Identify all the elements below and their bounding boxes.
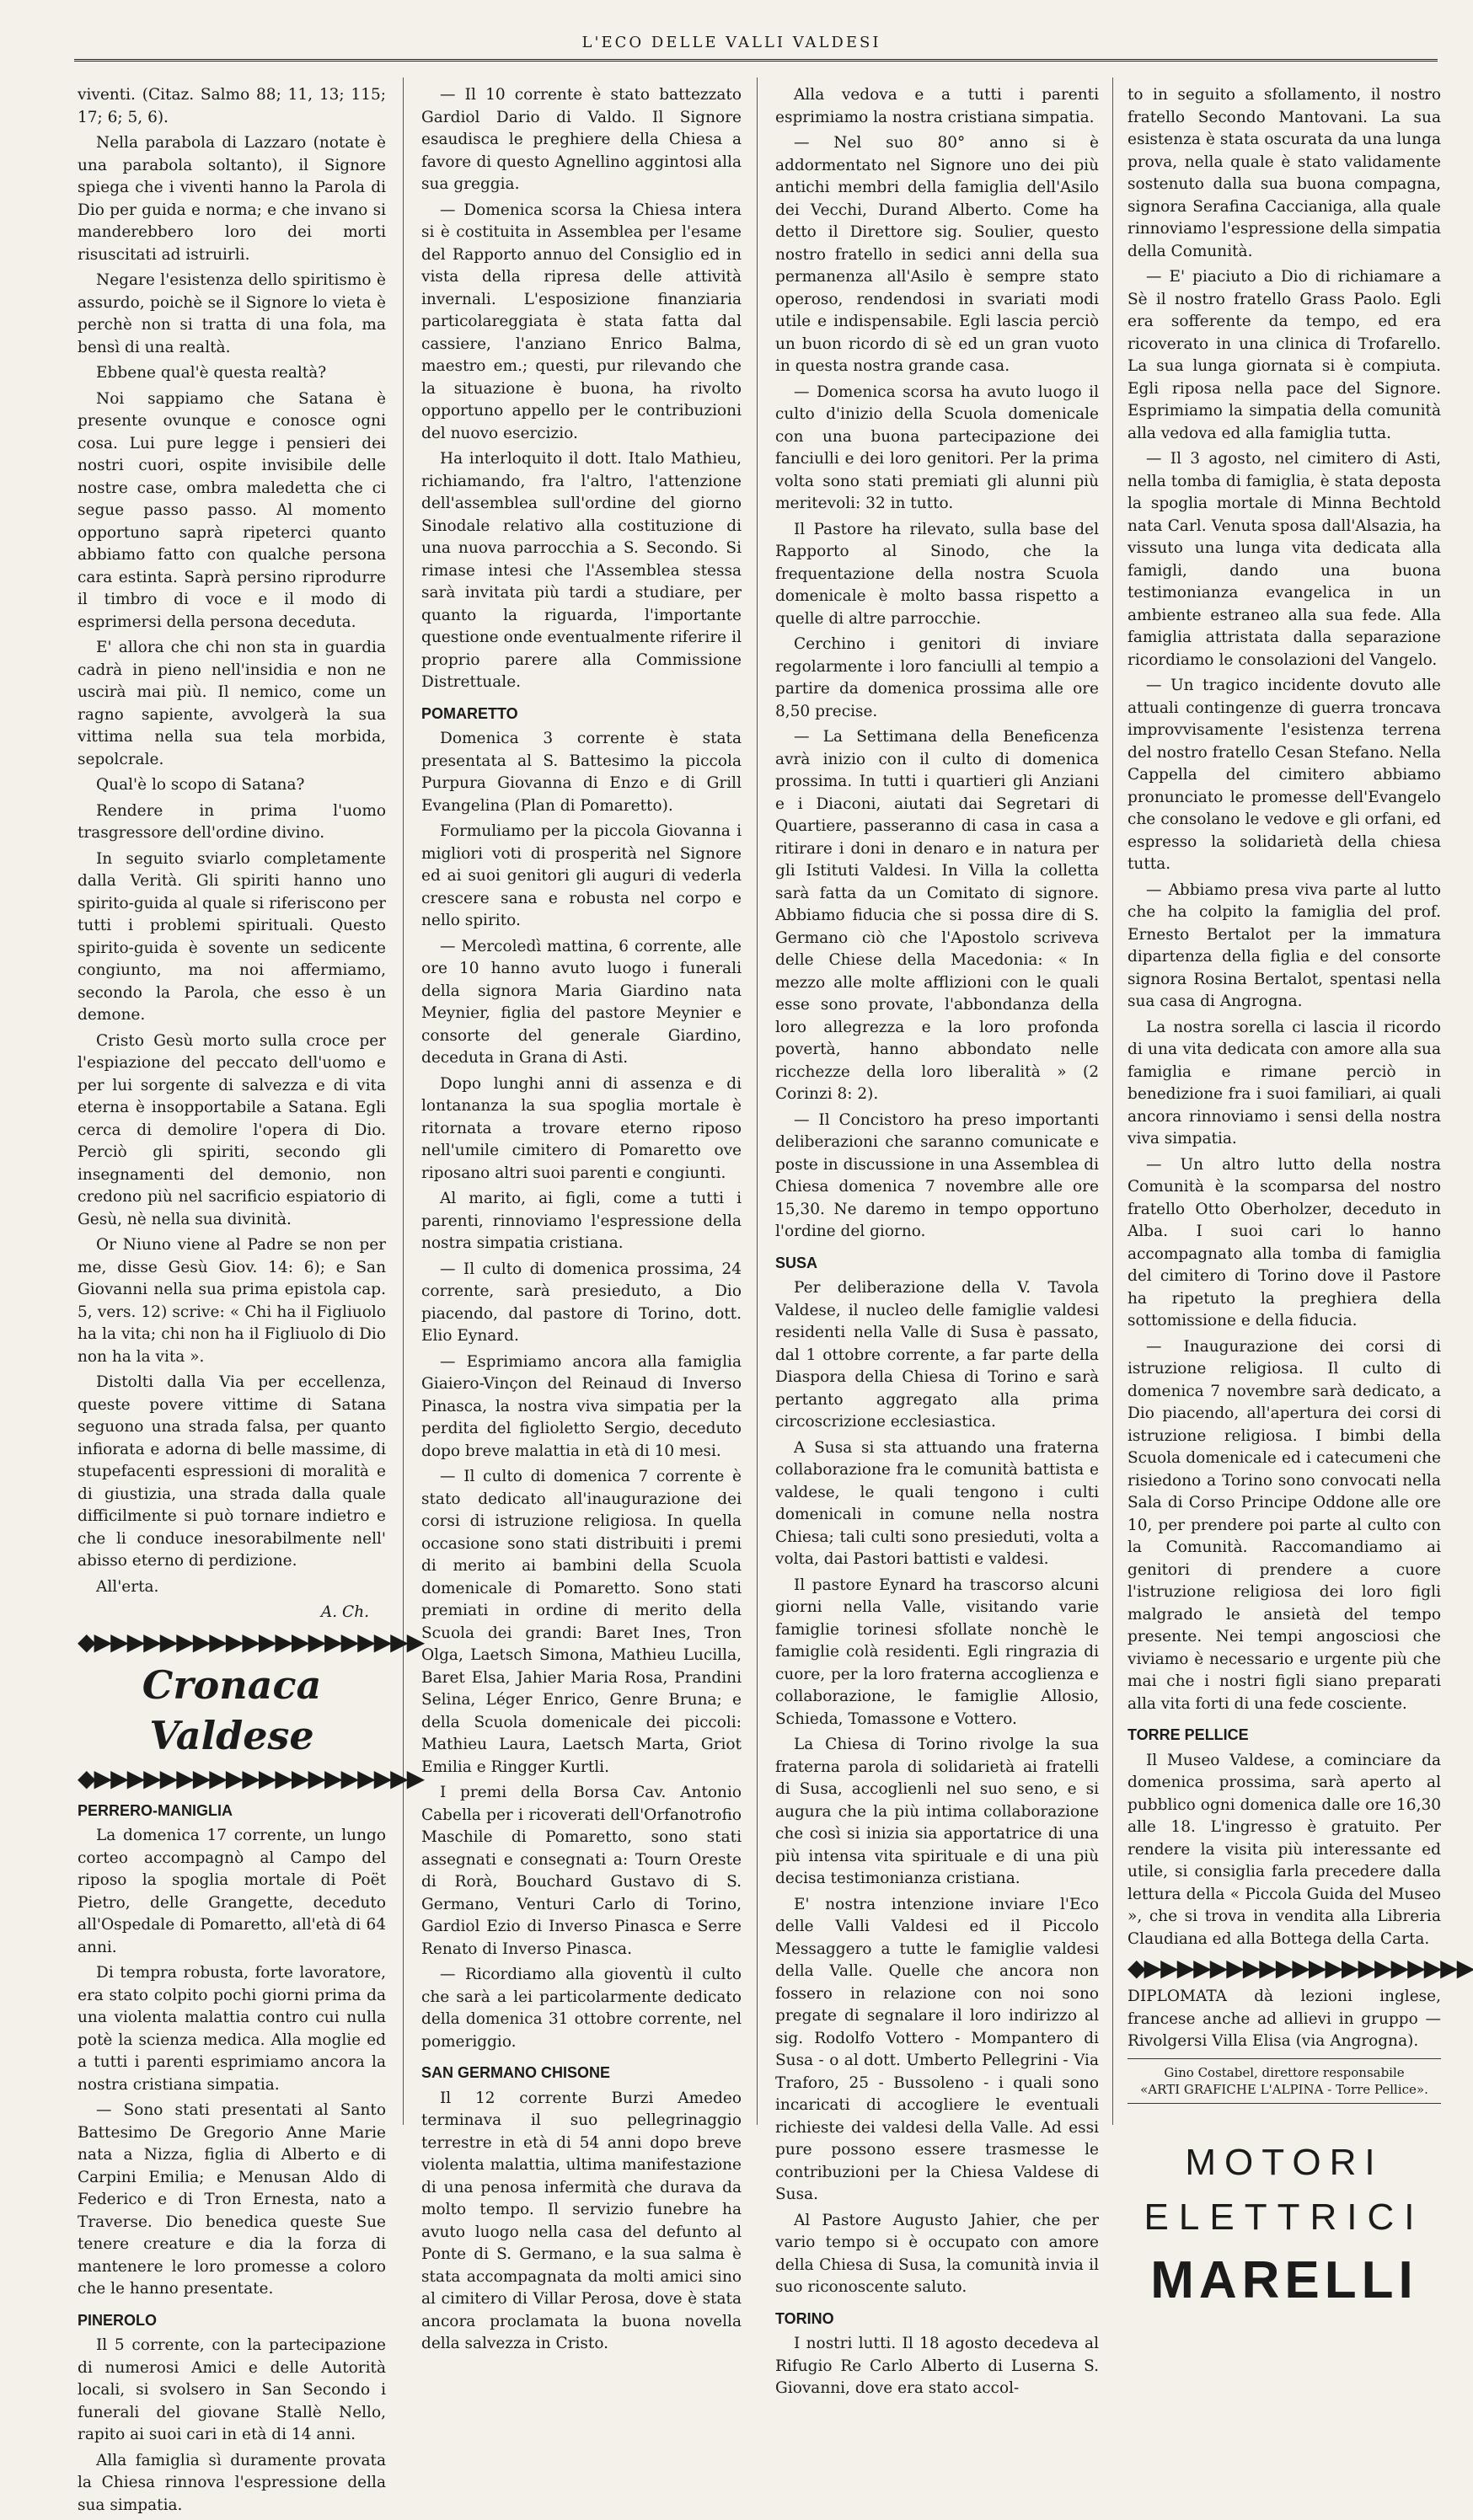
- ornament-rule: ◆▶▶▶▶▶▶▶▶▶▶▶▶▶▶▶▶▶▶▶▶: [78, 1763, 424, 1792]
- paragraph: Ha interloquito il dott. Italo Mathieu, richiamando, fra l'altro, l'attenzione dell'assemblea sull'ordine del giorno Sinodale relativo alla costituzione di una nuova parrocchia a S. Secondo. Si rimase intesi che l'Assemblea stessa sarà invitata più tardi a studiare, per quanto la riguarda, l'importante questione onde eventualmente riferire il proprio parere alla Commissione Distrettuale.: [421, 450, 742, 691]
- paragraph: Formuliamo per la piccola Giovanna i migliori voti di prosperità nel Signore ed ai suoi genitori gli auguri di vederla crescere sana e robusta nel corpo e nello spirito.: [421, 822, 742, 929]
- paragraph: La domenica 17 corrente, un lungo corteo accompagnò al Campo del riposo la spoglia mortale di Poët Pietro, delle Grangette, deceduto all'Ospedale di Pomaretto, all'età di 64 anni.: [78, 1827, 386, 1956]
- column-4: [1128, 84, 1473, 2314]
- paragraph: to in seguito a sfollamento, il nostro fratello Secondo Mantovani. La sua esistenza è stata oscurata da una lunga prova, nella quale è stato validamente sostenuto dalla sua buona compagna, signora Serafina Caccianiga, alla quale rinnoviamo l'espressione della simpatia della Comunità.: [1128, 86, 1441, 260]
- paragraph: — Domenica scorsa la Chiesa intera si è costituita in Assemblea per l'esame del Rapporto annuo del Consiglio ed in vista della ripresa delle attività invernali. L'esposizione finanziaria particolareggiata è stata fatta dal cassiere, l'anziano Enrico Balma, maestro em.; questi, pur rilevando che la situazione è buona, ha rivolto opportuno appello per le contribuzioni del nuovo esercizio.: [421, 201, 742, 442]
- paragraph: — Il culto di domenica prossima, 24 corrente, sarà presieduto, a Dio piacendo, dal pastore di Torino, dott. Elio Eynard.: [421, 1260, 742, 1345]
- paragraph: Al Pastore Augusto Jahier, che per vario tempo si è occupato con amore della Chiesa di Susa, la comunità invia il suo riconoscente saluto.: [775, 2211, 1099, 2296]
- paragraph: Or Niuno viene al Padre se non per me, disse Gesù Giov. 14: 6); e San Giovanni nella sua prima epistola cap. 5, vers. 12) scrive: « Chi ha il Figliuolo ha la vita; chi non ha il Figliuolo di Dio non ha la vita ».: [78, 1236, 386, 1366]
- column-1: [78, 84, 424, 2520]
- paragraph: Cerchino i genitori di inviare regolarmente i loro fanciulli al tempio a partire da domenica prossima alle ore 8,50 precise.: [775, 635, 1099, 720]
- paragraph: — Un tragico incidente dovuto alle attuali contingenze di guerra troncava improvvisamente l'esistenza terrena del nostro fratello Cesan Stefano. Nella Cappella del cimitero abbiamo pronunciato le promesse dell'Evangelo che consolano le vedove e gli orfani, ed espresso la solidarietà della chiesa tutta.: [1128, 677, 1441, 873]
- running-header: L'ECO DELLE VALLI VALDESI: [581, 34, 881, 51]
- paragraph: Rendere in prima l'uomo trasgressore dell'ordine divino.: [78, 801, 386, 842]
- paragraph: — Inaugurazione dei corsi di istruzione religiosa. Il culto di domenica 7 novembre sarà dedicato, a Dio piacendo, all'apertura dei corsi di istruzione religiosa. I bimbi della Scuola domenicale ed i catecumeni che risiedono a Torino sono convocati nella Sala di Corso Principe Oddone alle ore 10, per prendere poi parte al culto con la Comunità. Raccomandiamo ai genitori di prendere a cuore l'istruzione religiosa dei loro figli malgrado le ansietà del tempo presente. Nei tempi angosciosi che viviamo è necessario e urgente più che mai che i nostri figli siano preparati alla vita forti di una fede cosciente.: [1128, 1337, 1441, 1713]
- paragraph: — E' piaciuto a Dio di richiamare a Sè il nostro fratello Grass Paolo. Egli era sofferente da tempo, ed era ricoverato in una clinica di Trofarello. La sua lunga giornata si è compiuta. Egli riposa nella pace del Signore. Esprimiamo la simpatia della comunità alla vedova ed alla famiglia tutta.: [1128, 268, 1441, 442]
- section-heading: TORRE PELLICE: [1128, 1726, 1249, 1743]
- paragraph: Il pastore Eynard ha trascorso alcuni giorni nella Valle, visitando varie famiglie torinesi sfollate nonchè le famiglie colà residenti. Egli ringrazia di cuore, per la loro fraterna accoglienza e collaborazione, le famiglie Allosio, Schieda, Tomassone e Vottero.: [775, 1576, 1099, 1728]
- divider: [1128, 2103, 1441, 2104]
- paragraph: Alla famiglia sì duramente provata la Chiesa rinnova l'espressione della sua simpatia.: [78, 2451, 386, 2514]
- section-masthead: Cronaca Valdese: [142, 1661, 322, 1758]
- advertisement-line: ELETTRICI: [1144, 2196, 1425, 2238]
- paragraph: Ebbene qual'è questa realtà?: [96, 364, 327, 382]
- paragraph: — Nel suo 80° anno si è addormentato nel Signore uno dei più antichi membri della famiglia dell'Asilo dei Vecchi, Durand Alberto. Come ha detto il Direttore sig. Soulier, questo nostro fratello in sedici anni della sua permanenza all'Asilo è sempre stato operoso, rendendosi in svariati modi utile e indispensabile. Egli lascia perciò un buon ricordo di sè ed un gran vuoto in questa nostra grande casa.: [775, 134, 1099, 375]
- paragraph: Di tempra robusta, forte lavoratore, era stato colpito pochi giorni prima da una violenta malattia contro cui nulla potè la scienza medica. Alla moglie ed a tutti i parenti esprimiamo ancora la nostra cristiana simpatia.: [78, 1964, 386, 2094]
- header-rule: [74, 59, 1438, 62]
- section-heading: POMARETTO: [421, 704, 518, 722]
- printer-credit: «ARTI GRAFICHE L'ALPINA - Torre Pellice».: [1140, 2081, 1428, 2097]
- paragraph: Al marito, ai figli, come a tutti i parenti, rinnoviamo l'espressione della nostra simpatia cristiana.: [421, 1190, 742, 1252]
- advertisement-line: MOTORI: [1185, 2141, 1384, 2183]
- paragraph: Il Pastore ha rilevato, sulla base del Rapporto al Sinodo, che la frequentazione della nostra Scuola domenicale è molto bassa rispetto a quelle di altre parrocchie.: [775, 520, 1099, 628]
- section-heading: TORINO: [775, 2309, 834, 2327]
- column-divider: [403, 78, 404, 2125]
- column-divider: [1112, 78, 1113, 2125]
- section-heading: PERRERO-MANIGLIA: [78, 1801, 233, 1819]
- advertisement-brand: MARELLI: [1150, 2250, 1418, 2309]
- paragraph: Cristo Gesù morto sulla croce per l'espiazione del peccato dell'uomo e per lui sorgente di salvezza e di vita eterna è insopportabile a Satana. Egli cerca di demolire l'opera di Dio. Perciò gli spiriti, secondo gli insegnamenti del demonio, non credono più nel sacrificio espiatorio di Gesù, nè nella sua divinità.: [78, 1031, 386, 1228]
- classified-ad: DIPLOMATA dà lezioni inglese, francese anche ad allievi in gruppo — Rivolgersi Villa Elisa (via Angrogna).: [1128, 1988, 1441, 2050]
- paragraph: — Domenica scorsa ha avuto luogo il culto d'inizio della Scuola domenicale con una buona partecipazione dei fanciulli e dei loro genitori. Per la prima volta sono stati premiati gli alunni più meritevoli: 32 in tutto.: [775, 383, 1099, 512]
- paragraph: In seguito sviarlo completamente dalla Verità. Gli spiriti hanno uno spirito-guida al quale si riferiscono per tutti i problemi spirituali. Questo spirito-guida è sovente un sedicente congiunto, ma noi affermiamo, secondo la Parola, che esso è un demone.: [78, 849, 386, 1024]
- ornament-rule: ◆▶▶▶▶▶▶▶▶▶▶▶▶▶▶▶▶▶▶▶▶: [78, 1627, 424, 1656]
- paragraph: I nostri lutti. Il 18 agosto decedeva al Rifugio Re Carlo Alberto di Luserna S. Giovanni, dove era stato accol-: [775, 2335, 1099, 2397]
- author-signature: A. Ch.: [320, 1603, 369, 1621]
- paragraph: La nostra sorella ci lascia il ricordo di una vita dedicata con amore alla sua famiglia e rimane perciò in benedizione fra i suoi familiari, ai quali ancora rinnoviamo i sensi della nostra viva simpatia.: [1128, 1018, 1441, 1148]
- paragraph: — Il 10 corrente è stato battezzato Gardiol Dario di Valdo. Il Signore esaudisca le preghiere della Chiesa a favore di questo Agnellino aggintosi alla sua greggia.: [421, 86, 742, 193]
- paragraph: La Chiesa di Torino rivolge la sua fraterna parola di solidarietà ai fratelli di Susa, accoglienli nel suo seno, e si augura che la più intima collaborazione che così si inizia sia apportatrice di una più intensa vita spirituale e di una più decisa testimonianza cristiana.: [775, 1736, 1099, 1887]
- divider: [1128, 2058, 1441, 2059]
- paragraph: Per deliberazione della V. Tavola Valdese, il nucleo delle famiglie valdesi residenti nella Valle di Susa è passato, dal 1 ottobre corrente, a far parte della Diaspora della Chiesa di Torino e sarà pertanto aggregato alla prima circoscrizione ecclesiastica.: [775, 1279, 1099, 1431]
- paragraph: — Sono stati presentati al Santo Battesimo De Gregorio Anne Marie nata a Nizza, figlia di Alberto e di Carpini Emilia; e Menusan Aldo di Federico e di Tron Ernesta, nato a Traverse. Dio benedica queste Sue tenere creature e dia la forza di mantenere le loro promesse a coloro che le hanno presentate.: [78, 2101, 386, 2298]
- paragraph: — Abbiamo presa viva parte al lutto che ha colpito la famiglia del prof. Ernesto Bertalot per la immatura dipartenza della figlia e del consorte signora Rosina Bertalot, spentasi nella sua casa di Angrogna.: [1128, 880, 1441, 1010]
- column-3: [775, 84, 1099, 2404]
- paragraph: — Esprimiamo ancora alla famiglia Giaiero-Vinçon del Reinaud di Inverso Pinasca, la nostra viva simpatia per la perdita del figlioletto Sergio, deceduto dopo breve malattia in età di 10 mesi.: [421, 1352, 742, 1460]
- paragraph: Il 12 corrente Burzi Amedeo terminava il suo pellegrinaggio terrestre in età di 54 anni dopo breve violenta malattia, ultima manifestazione di una penosa infermità che durava da molto tempo. Il servizio funebre ha avuto luogo nella casa del defunto al Ponte di S. Germano, e la sua salma è stata accompagnata da molti amici sino al cimitero di Villar Perosa, dove è stata ancora proclamata la buona novella della salvezza in Cristo.: [421, 2089, 742, 2352]
- paragraph: E' nostra intenzione inviare l'Eco delle Valli Valdesi ed il Piccolo Messaggero a tutte le famiglie valdesi della Valle. Quelle che ancora non fossero in relazione con noi sono pregate di segnalare il loro indirizzo al sig. Rodolfo Vottero - Mompantero di Susa - o al dott. Umberto Pellegrini - Via Traforo, 25 - Bussoleno - i quali sono incaricati di accogliere le eventuali richieste dei valdesi della Valle. Ad essi pure possono essere trasmesse le contribuzioni per la Chiesa Valdese di Susa.: [775, 1895, 1099, 2203]
- paragraph: — Ricordiamo alla gioventù il culto che sarà a lei particolarmente dedicato della domenica 31 ottobre corrente, nel pomeriggio.: [421, 1966, 742, 2051]
- paragraph: Il Museo Valdese, a cominciare da domenica prossima, sarà aperto al pubblico ogni domenica dalle ore 16,30 alle 18. L'ingresso è gratuito. Per rendere la visita più interessante ed utile, si consiglia farla precedere dalla lettura della « Piccola Guida del Museo », che si trova in vendita alla Libreria Claudiana ed alla Bottega della Carta.: [1128, 1751, 1441, 1948]
- paragraph: Qual'è lo scopo di Satana?: [96, 776, 305, 794]
- paragraph: — Il 3 agosto, nel cimitero di Asti, nella tomba di famiglia, è stata deposta la spoglia mortale di Minna Bechtold nata Carl. Venuta sposa dall'Alsazia, ha vissuto una lunga vita dedicata alla famigli, dando una buona testimonianza evangelica in un ambiente estraneo alla sua fede. Alla famiglia attristata dalla separazione ricordiamo le consolazioni del Vangelo.: [1128, 450, 1441, 669]
- paragraph: viventi. (Citaz. Salmo 88; 11, 13; 115; 17; 6; 5, 6).: [78, 86, 386, 126]
- paragraph: Alla vedova e a tutti i parenti esprimiamo la nostra cristiana simpatia.: [775, 86, 1099, 126]
- paragraph: — La Settimana della Beneficenza avrà inizio con il culto di domenica prossima. In tutti i quartieri gli Anziani e i Diaconi, aiutati dai Segretari di Quartiere, passeranno di casa in casa a ritirare i doni in denaro e in natura per gli Istituti Valdesi. In Villa la colletta sarà fatta da un Comitato di signore. Abbiamo fiducia che si possa dire di S. Germano ciò che l'Apostolo scriveva delle Chiese della Macedonia: « In mezzo alle molte afflizioni con le quali esse sono provate, l'abbondanza della loro allegrezza e la loro profonda povertà, hanno abbondato nelle ricchezze della loro liberalità » (2 Corinzi 8: 2).: [775, 728, 1099, 1103]
- ornament-rule: ◆▶▶▶▶▶▶▶▶▶▶▶▶▶▶▶▶▶▶▶▶: [1128, 1954, 1473, 1982]
- paragraph: Distolti dalla Via per eccellenza, queste povere vittime di Satana seguono una strada falsa, per quanto infiorata e adorna di belle massime, di stupefacenti espressioni di moralità e di giustizia, una strada dalla quale difficilmente si può tornare indietro e che li conduce inesorabilmente nell' abisso eterno di perdizione.: [78, 1373, 386, 1570]
- paragraph: — Un altro lutto della nostra Comunità è la scomparsa del nostro fratello Otto Oberholzer, deceduto in Alba. I suoi cari lo hanno accompagnato alla tomba di famiglia del cimitero di Torino dove il Pastore ha ripetuto la preghiera della sottomissione e della fiducia.: [1128, 1155, 1441, 1330]
- editor-credit: Gino Costabel, direttore responsabile: [1164, 2064, 1405, 2080]
- column-divider: [757, 78, 758, 2125]
- paragraph: E' allora che chi non sta in guardia cadrà in pieno nell'insidia e non ne uscirà mai più. Il nemico, come un ragno sapiente, avvolgerà la sua vittima nella sua tela morbida, sepolcrale.: [78, 639, 386, 768]
- paragraph: — Il culto di domenica 7 corrente è stato dedicato all'inaugurazione dei corsi di istruzione religiosa. In quella occasione sono stati distribuiti i premi di merito ai bambini della Scuola domenicale di Pomaretto. Sono stati premiati in ordine di merito della Scuola dei grandi: Baret Ines, Tron Olga, Laetsch Simona, Mathieu Lucilla, Baret Elsa, Jahier Maria Rosa, Prandini Selina, Léger Enrico, Genre Bruna; e della Scuola domenicale dei piccoli: Mathieu Laura, Laetsch Marta, Griot Emilia e Ringger Kurtli.: [421, 1468, 742, 1776]
- column-2: [421, 84, 742, 2359]
- paragraph: Dopo lunghi anni di assenza e di lontananza la sua spoglia mortale è ritornata a trovare eterno riposo nell'umile cimitero di Pomaretto ove riposano altri suoi parenti e congiunti.: [421, 1074, 742, 1182]
- paragraph: Nella parabola di Lazzaro (notate è una parabola soltanto), il Signore spiega che i viventi hanno la Parola di Dio per guida e norma; e che invano si manderebbero loro dei morti risuscitati ad istruirli.: [78, 134, 386, 264]
- section-heading: SAN GERMANO CHISONE: [421, 2064, 611, 2081]
- paragraph: Domenica 3 corrente è stata presentata al S. Battesimo la piccola Purpura Giovanna di Enzo e di Grill Evangelina (Plan di Pomaretto).: [421, 730, 742, 815]
- paragraph: Noi sappiamo che Satana è presente ovunque e conosce ogni cosa. Lui pure legge i pensieri dei nostri cuori, ospite invisibile delle nostre case, ombra maledetta che ci segue passo passo. Al momento opportuno saprà ripeterci quanto abbiamo fatto con qualche persona cara estinta. Saprà persino riprodurre il timbro di voce e il modo di esprimersi della persona deceduta.: [78, 389, 386, 631]
- paragraph: Negare l'esistenza dello spiritismo è assurdo, poichè se il Signore lo vieta è perchè non si tratta di una fola, ma bensì di una realtà.: [78, 271, 386, 356]
- paragraph: I premi della Borsa Cav. Antonio Cabella per i ricoverati dell'Orfanotrofio Maschile di Pomaretto, sono stati assegnati e consegnati a: Tourn Oreste di Rorà, Bouchard Gustavo di S. Germano, Venturi Carlo di Torino, Gardiol Ezio di Inverso Pinasca e Serre Renato di Inverso Pinasca.: [421, 1784, 742, 1958]
- paragraph: A Susa si sta attuando una fraterna collaborazione fra le comunità battista e valdese, le quali tengono i culti domenicali in comune nella nostra Chiesa; tali culti sono presieduti, volta a volta, dai Pastori battisti e valdesi.: [775, 1438, 1099, 1568]
- paragraph: Il 5 corrente, con la partecipazione di numerosi Amici e delle Autorità locali, si svolsero in San Secondo i funerali del giovane Stallè Nello, rapito ai suoi cari in età di 14 anni.: [78, 2336, 386, 2443]
- paragraph: — Mercoledì mattina, 6 corrente, alle ore 10 hanno avuto luogo i funerali della signora Maria Giardino nata Meynier, figlia del pastore Meynier e consorte del generale Giardino, deceduta in Grana di Asti.: [421, 937, 742, 1067]
- paragraph: All'erta.: [96, 1577, 159, 1596]
- paragraph: — Il Concistoro ha preso importanti deliberazioni che saranno comunicate e poste in discussione in una Assemblea di Chiesa domenica 7 novembre alle ore 15,30. Ne daremo in tempo opportuno l'ordine del giorno.: [775, 1110, 1099, 1240]
- section-heading: PINEROLO: [78, 2311, 158, 2329]
- section-heading: SUSA: [775, 1254, 818, 1271]
